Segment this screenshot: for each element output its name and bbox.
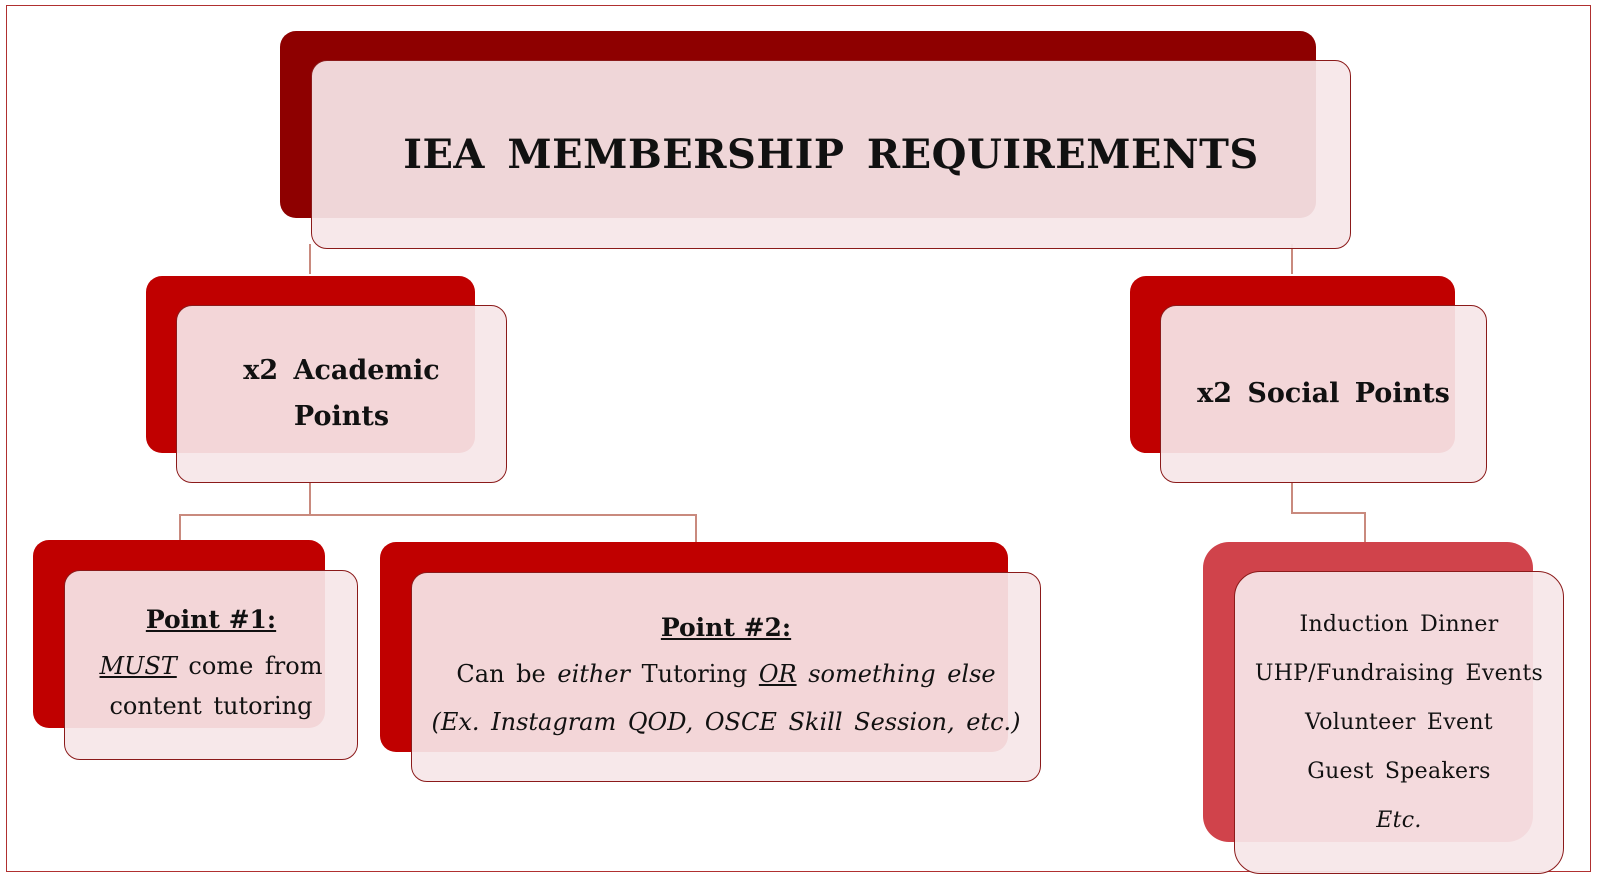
point2-can-be: Can be: [456, 659, 546, 688]
root-node: [311, 60, 1351, 249]
social-title: x2 Social Points: [1197, 378, 1450, 409]
root-title: IEA MEMBERSHIP REQUIREMENTS: [403, 131, 1259, 178]
point2-node: [411, 572, 1041, 782]
academic-node: [176, 305, 507, 483]
connector-academic-down: [309, 482, 311, 515]
connector-point1-drop: [179, 514, 181, 540]
connector-social-items-drop: [1364, 512, 1366, 542]
academic-title-line2: Points: [293, 401, 390, 432]
social-node: [1160, 305, 1487, 483]
connector-social-down: [1291, 482, 1293, 512]
point1-come-from: come from: [188, 651, 323, 680]
point1-line2: content tutoring: [109, 691, 313, 720]
academic-title-line1: x2 Academic: [243, 355, 440, 386]
point2-title: Point #2:: [660, 612, 792, 642]
social-item-fundraising-events: UHP/Fundraising Events: [1254, 661, 1544, 686]
point2-or: OR: [758, 659, 797, 688]
connector-social-horizontal: [1291, 512, 1365, 514]
point1-node: [64, 570, 358, 760]
social-item-volunteer-event: Volunteer Event: [1305, 710, 1493, 735]
point2-example: (Ex. Instagram QOD, OSCE Skill Session, etc.): [431, 707, 1021, 736]
social-item-etc: Etc.: [1376, 808, 1422, 833]
point1-line1: [100, 646, 323, 686]
social-item-induction-dinner: Induction Dinner: [1299, 612, 1499, 637]
point2-something-else: something else: [808, 659, 996, 688]
connector-root-academic: [309, 244, 311, 274]
point2-either: either: [557, 659, 631, 688]
point1-must: MUST: [99, 651, 177, 680]
point2-line1: [456, 654, 995, 694]
connector-point2-drop: [695, 514, 697, 542]
point1-title: Point #1:: [145, 604, 277, 634]
social-items-node: [1234, 571, 1564, 874]
point2-tutoring: Tutoring: [641, 659, 748, 688]
connector-academic-horizontal: [179, 514, 696, 516]
social-item-guest-speakers: Guest Speakers: [1307, 759, 1491, 784]
